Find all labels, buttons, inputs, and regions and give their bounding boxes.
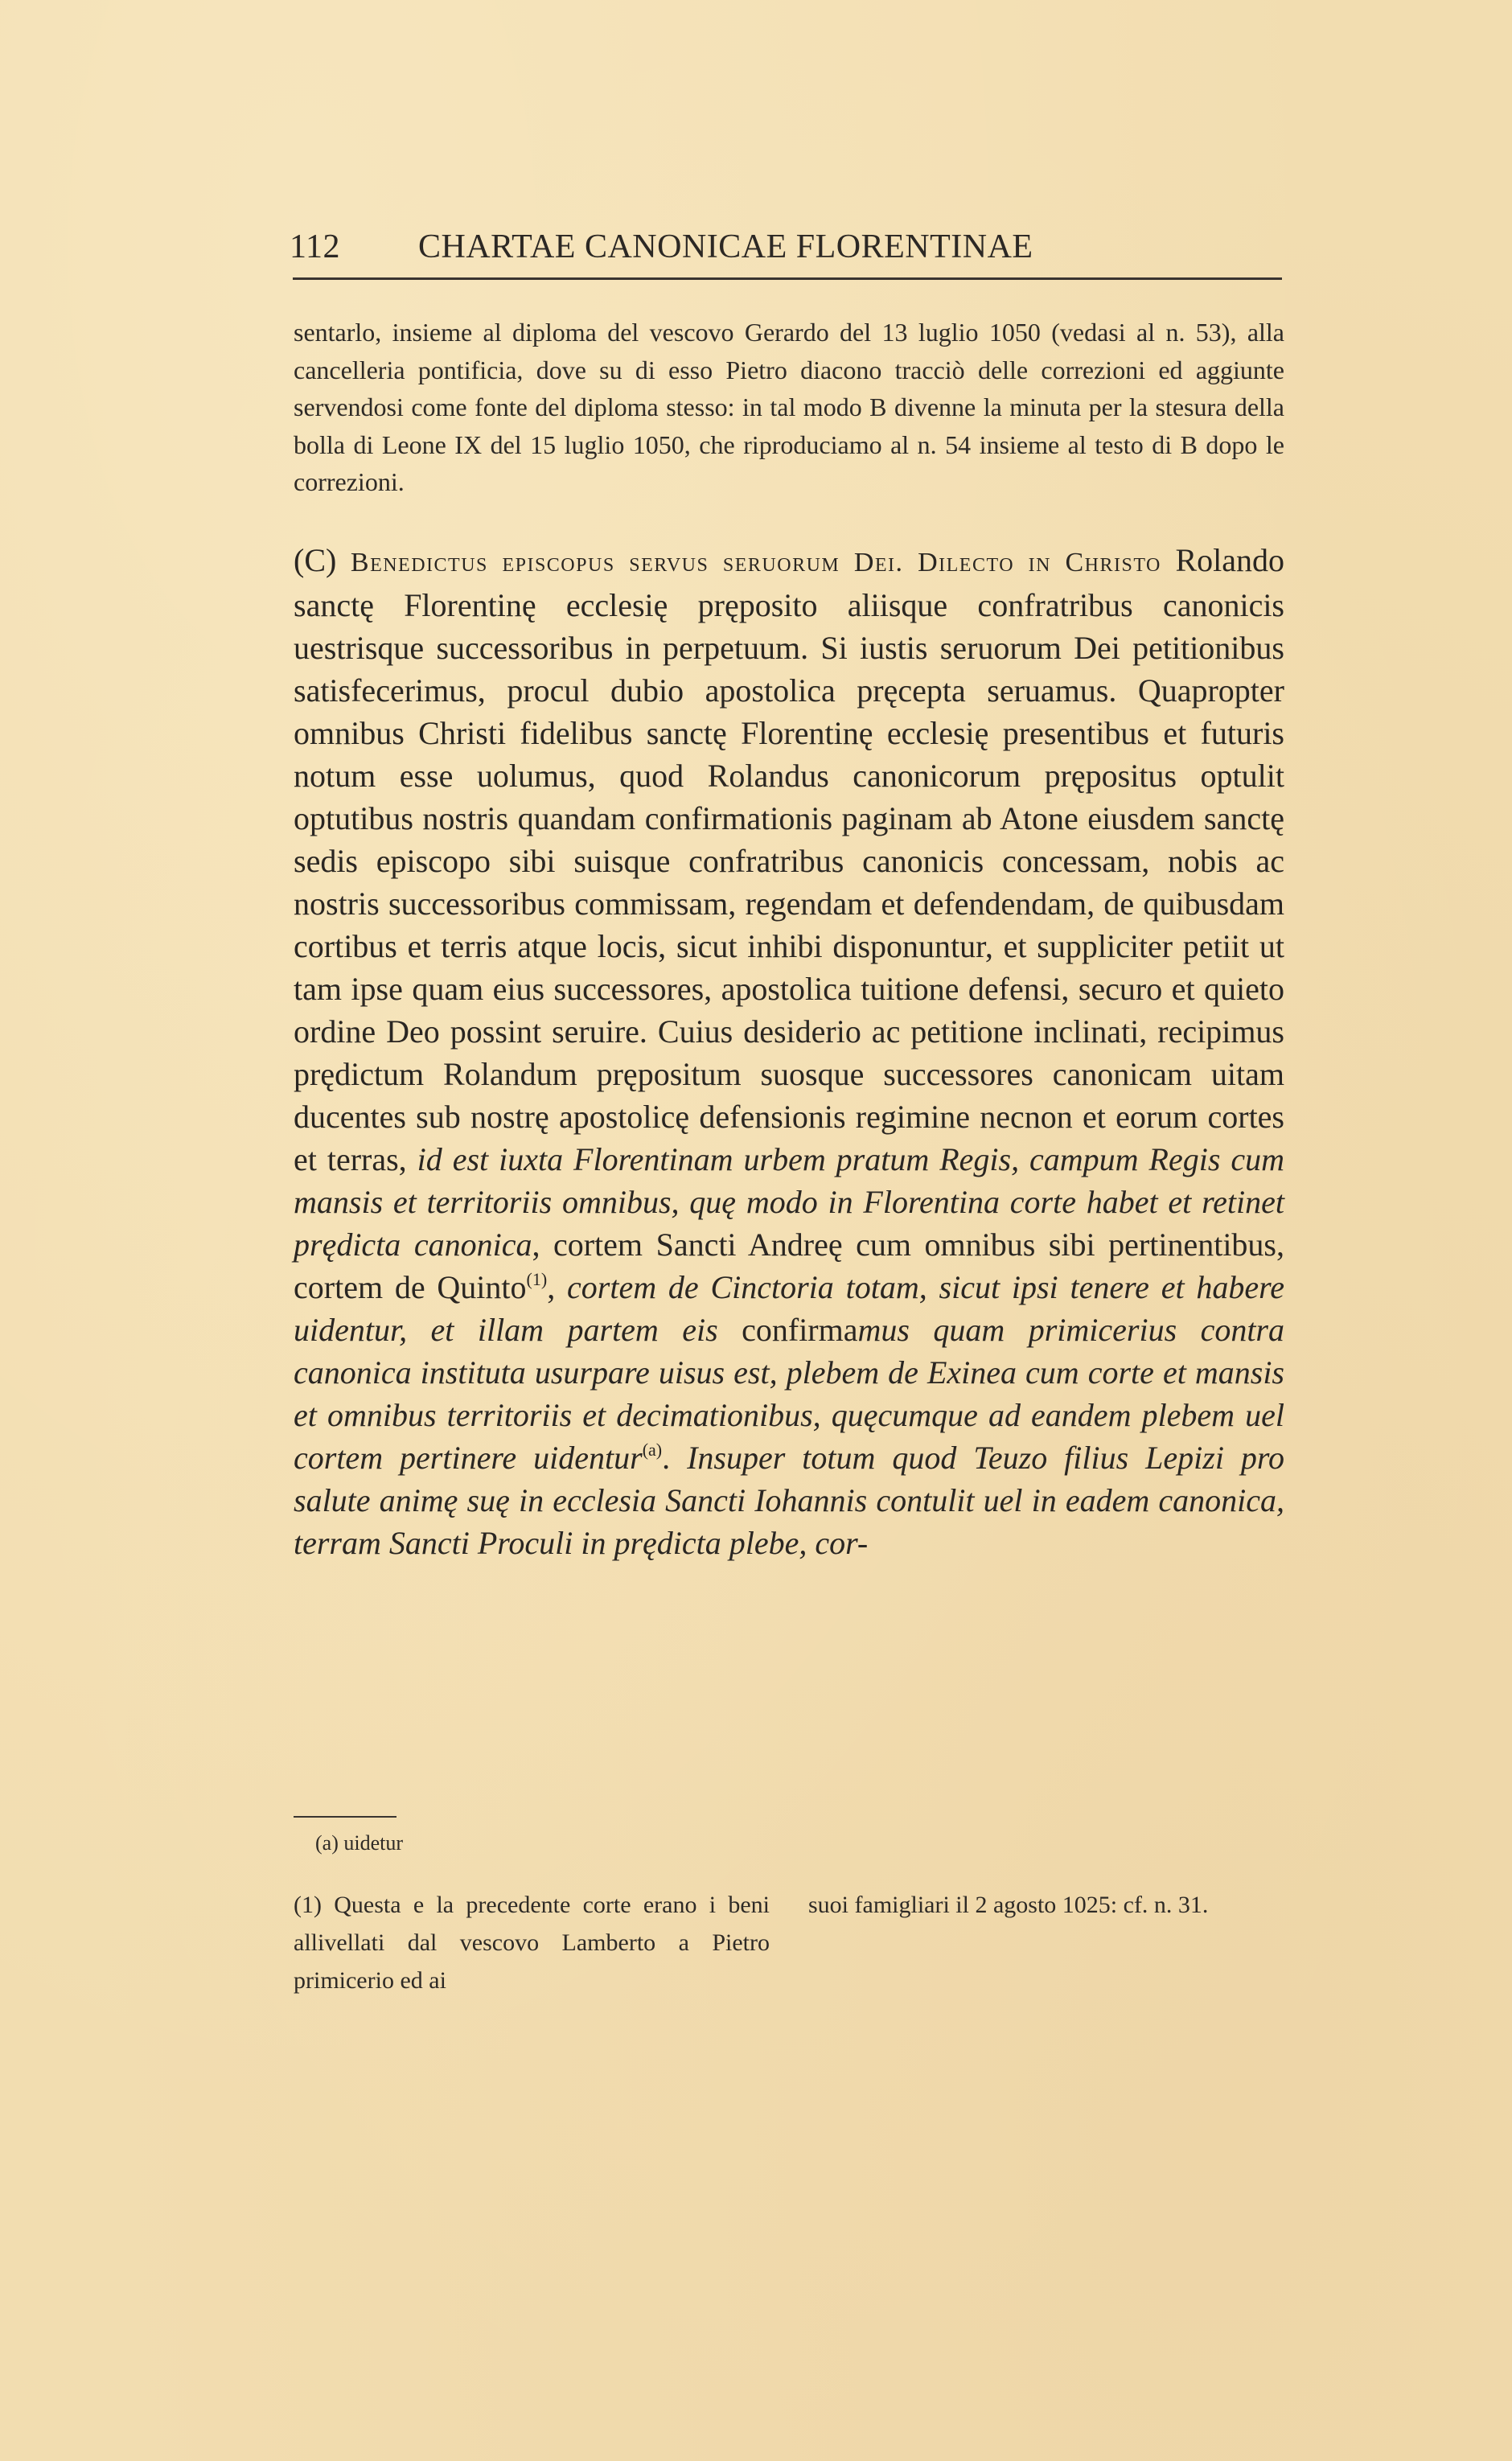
footnote-1-part-2: suoi famigliari il 2 agosto 1025: cf. n. 31. xyxy=(808,1892,1209,1918)
footnote-1-part-1: (1) Questa e la precedente corte erano i beni allivellati dal vescovo Lamberto a Pietro primicerio ed ai xyxy=(294,1892,770,1994)
running-title: CHARTAE CANONICAE FLORENTINAE xyxy=(418,228,1033,265)
footnote-ref-1[interactable]: (1) xyxy=(526,1269,548,1289)
footnote-ref-a[interactable]: (a) xyxy=(642,1440,663,1460)
italic-segment: Insuper totum quod Teuzo filius Lepizi pro salute animę suę in ecclesia Sancti Iohannis contulit uel in eadem canonica, terram Sancti Proculi in prędicta plebe, cor- xyxy=(294,1440,1285,1561)
text-segment: Rolando sanctę Florentinę ecclesię pręposito aliisque confratribus canonicis uestrisque successoribus in perpetuum. Si iustis seruorum Dei petitionibus satisfecerimus, procul dubio apostolica pręcepta seruamus. Quapropter omnibus Christi fidelibus sanctę Florentinę ecclesię presentibus et futuris notum esse uolumus, quod Rolandus canonicorum prępositus optulit optutibus nostris quandam confirmationis paginam ab Atone eiusdem sanctę sedis episcopo sibi suisque confratribus canonicis concessam, nobis ac nostris successoribus commissam, regendam et defendendam, de quibusdam cortibus et terris atque locis, sicut inhibi disponuntur, et suppliciter petiit ut tam ipse quam eius successores, apostolica tuitione defensi, securo et quieto ordine Deo possint seruire. Cuius desiderio ac petitione inclinati, recipimus prędictum Rolandum prępositum suosque successores canonicam uitam ducentes sub nostrę apostolicę defensionis regimine necnon et eorum cortes et terras, xyxy=(294,542,1284,1177)
footnote-column-1 xyxy=(294,1886,770,1999)
text-segment: . xyxy=(662,1440,688,1476)
chrismon: (C) xyxy=(294,542,337,578)
page-number: 112 xyxy=(290,228,340,265)
apparatus-note-a: (a) uidetur xyxy=(315,1831,404,1855)
text-segment: , xyxy=(547,1269,568,1305)
italic-segment: id est iuxta Florentinam urbem pratum Regis, campum Regis cum mansis et territoriis omnibus, quę modo in Florentina corte habet et retinet prędicta canonica xyxy=(294,1141,1284,1263)
text-segment: , cortem Sancti Andreę cum omnibus sibi pertinentibus, cortem de Quinto xyxy=(294,1226,1285,1305)
charter-paragraph xyxy=(294,539,1284,1564)
footnote-rule xyxy=(294,1816,396,1818)
header-rule xyxy=(293,277,1282,280)
text-segment: confirma xyxy=(717,1312,858,1348)
footnote-column-2 xyxy=(808,1886,1284,1999)
intro-paragraph: sentarlo, insieme al diploma del vescovo Gerardo del 13 luglio 1050 (vedasi al n. 53), alla cancelleria pontificia, dove su di esso Pietro diacono tracciò delle correzioni ed aggiunte servendosi come fonte del diploma stesso: in tal modo B divenne la minuta per la stesura della bolla di Leone IX del 15 luglio 1050, che riproduciamo al n. 54 insieme al testo di B dopo le correzioni. xyxy=(294,318,1284,496)
footnotes xyxy=(294,1886,1284,1999)
charter-text xyxy=(294,539,1284,1564)
italic-segment: cortem de Cinctoria totam, sicut ipsi tenere et habere uidentur, et illam partem eis xyxy=(294,1269,1285,1348)
intitulatio: Benedictus episcopus servus seruorum Dei. xyxy=(350,548,904,577)
italic-segment: mus quam primicerius contra canonica instituta usurpare uisus est, plebem de Exinea cum corte et mansis et omnibus territoriis et decimationibus, quęcumque ad eandem plebem uel cortem pertinere uidentur xyxy=(294,1312,1284,1476)
editorial-introduction xyxy=(294,314,1284,501)
running-head xyxy=(290,227,1287,267)
inscriptio: Dilecto in Christo xyxy=(918,548,1161,577)
